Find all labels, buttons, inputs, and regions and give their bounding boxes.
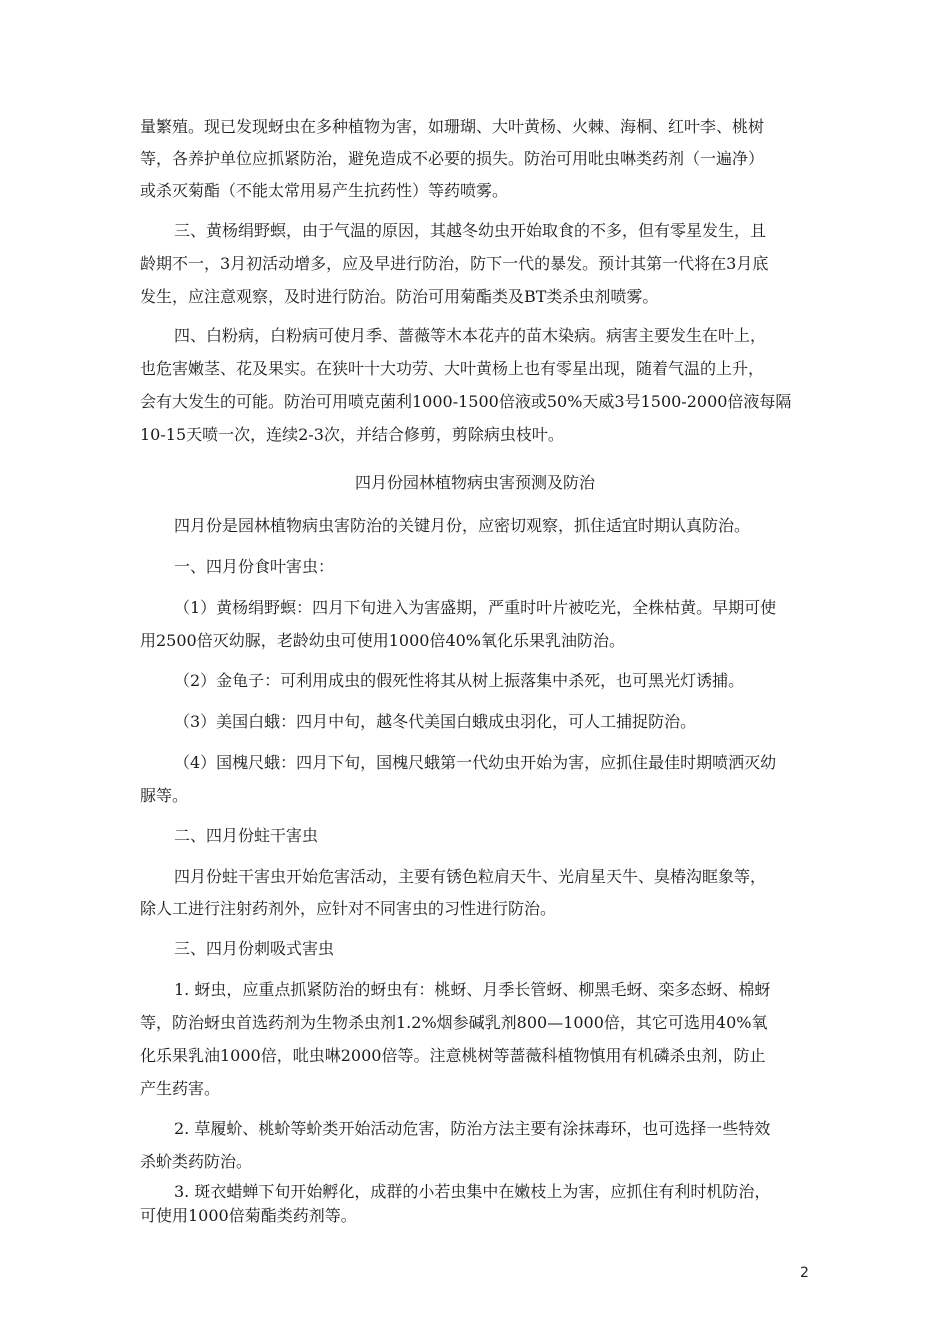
body-text-line: 龄期不一，3月初活动增多，应及早进行防治，防下一代的暴发。预计其第一代将在3月底 — [140, 254, 769, 273]
list-item-line: 脲等。 — [140, 786, 189, 805]
body-text-line: 量繁殖。现已发现蚜虫在多种植物为害，如珊瑚、大叶黄杨、火棘、海桐、红叶李、桃树 — [140, 117, 765, 136]
body-text-line: 四、白粉病，白粉病可使月季、蔷薇等木本花卉的苗木染病。病害主要发生在叶上， — [174, 326, 767, 345]
page-number: 2 — [800, 1265, 809, 1281]
list-item-line: （3）美国白蛾：四月中旬，越冬代美国白蛾成虫羽化，可人工捕捉防治。 — [174, 712, 697, 731]
body-text-line: 等，各养护单位应抓紧防治，避免造成不必要的损失。防治可用吡虫啉类药剂（一遍净） — [140, 149, 765, 168]
list-item-line: （4）国槐尺蛾：四月下旬，国槐尺蛾第一代幼虫开始为害，应抓住最佳时期喷洒灭幼 — [174, 753, 777, 772]
list-item-line: 杀蚧类药防治。 — [140, 1152, 253, 1171]
subsection-heading: 二、四月份蛀干害虫 — [174, 826, 319, 845]
list-item-line: 1. 蚜虫，应重点抓紧防治的蚜虫有：桃蚜、月季长管蚜、柳黑毛蚜、栾多态蚜、棉蚜 — [174, 980, 771, 999]
section-heading: 四月份园林植物病虫害预测及防治 — [354, 473, 595, 492]
body-text-line: 也危害嫩茎、花及果实。在狭叶十大功劳、大叶黄杨上也有零星出现，随着气温的上升， — [140, 359, 765, 378]
list-item-line: 产生药害。 — [140, 1079, 221, 1098]
list-item-line: （2）金龟子：可利用成虫的假死性将其从树上振落集中杀死，也可黑光灯诱捕。 — [174, 671, 745, 690]
list-item-line: （1）黄杨绢野螟：四月下旬进入为害盛期，严重时叶片被吃光，全株枯黄。早期可使 — [174, 598, 777, 617]
list-item-line: 2. 草履蚧、桃蚧等蚧类开始活动危害，防治方法主要有涂抹毒环，也可选择一些特效 — [174, 1119, 771, 1138]
list-item-line: 可使用1000倍菊酯类药剂等。 — [140, 1206, 357, 1225]
body-text-line: 除人工进行注射药剂外，应针对不同害虫的习性进行防治。 — [140, 899, 557, 918]
list-item-line: 化乐果乳油1000倍，吡虫啉2000倍等。注意桃树等蔷薇科植物慎用有机磷杀虫剂，防止 — [140, 1046, 766, 1065]
list-item-line: 等，防治蚜虫首选药剂为生物杀虫剂1.2%烟参碱乳剂800—1000倍，其它可选用40%氧 — [140, 1013, 768, 1032]
body-text-line: 三、黄杨绢野螟，由于气温的原因，其越冬幼虫开始取食的不多，但有零星发生，且 — [174, 221, 767, 240]
subsection-heading: 三、四月份刺吸式害虫 — [174, 939, 335, 958]
list-item-line: 3. 斑衣蜡蝉下旬开始孵化，成群的小若虫集中在嫩枝上为害，应抓住有利时机防治， — [174, 1182, 771, 1201]
body-text-line: 四月份是园林植物病虫害防治的关键月份，应密切观察，抓住适宜时期认真防治。 — [174, 516, 751, 535]
body-text-line: 或杀灭菊酯（不能太常用易产生抗药性）等药喷雾。 — [140, 181, 509, 200]
body-text-line: 发生，应注意观察，及时进行防治。防治可用菊酯类及BT类杀虫剂喷雾。 — [140, 287, 659, 306]
body-text-line: 会有大发生的可能。防治可用喷克菌利1000-1500倍液或50%天威3号1500-2000倍液每隔 — [140, 392, 792, 411]
list-item-line: 用2500倍灭幼脲，老龄幼虫可使用1000倍40%氧化乐果乳油防治。 — [140, 631, 626, 650]
body-text-line: 四月份蛀干害虫开始危害活动，主要有锈色粒肩天牛、光肩星天牛、臭椿沟眶象等， — [174, 867, 767, 886]
subsection-heading: 一、四月份食叶害虫： — [174, 557, 335, 576]
body-text-line: 10-15天喷一次，连续2-3次，并结合修剪，剪除病虫枝叶。 — [140, 425, 564, 444]
